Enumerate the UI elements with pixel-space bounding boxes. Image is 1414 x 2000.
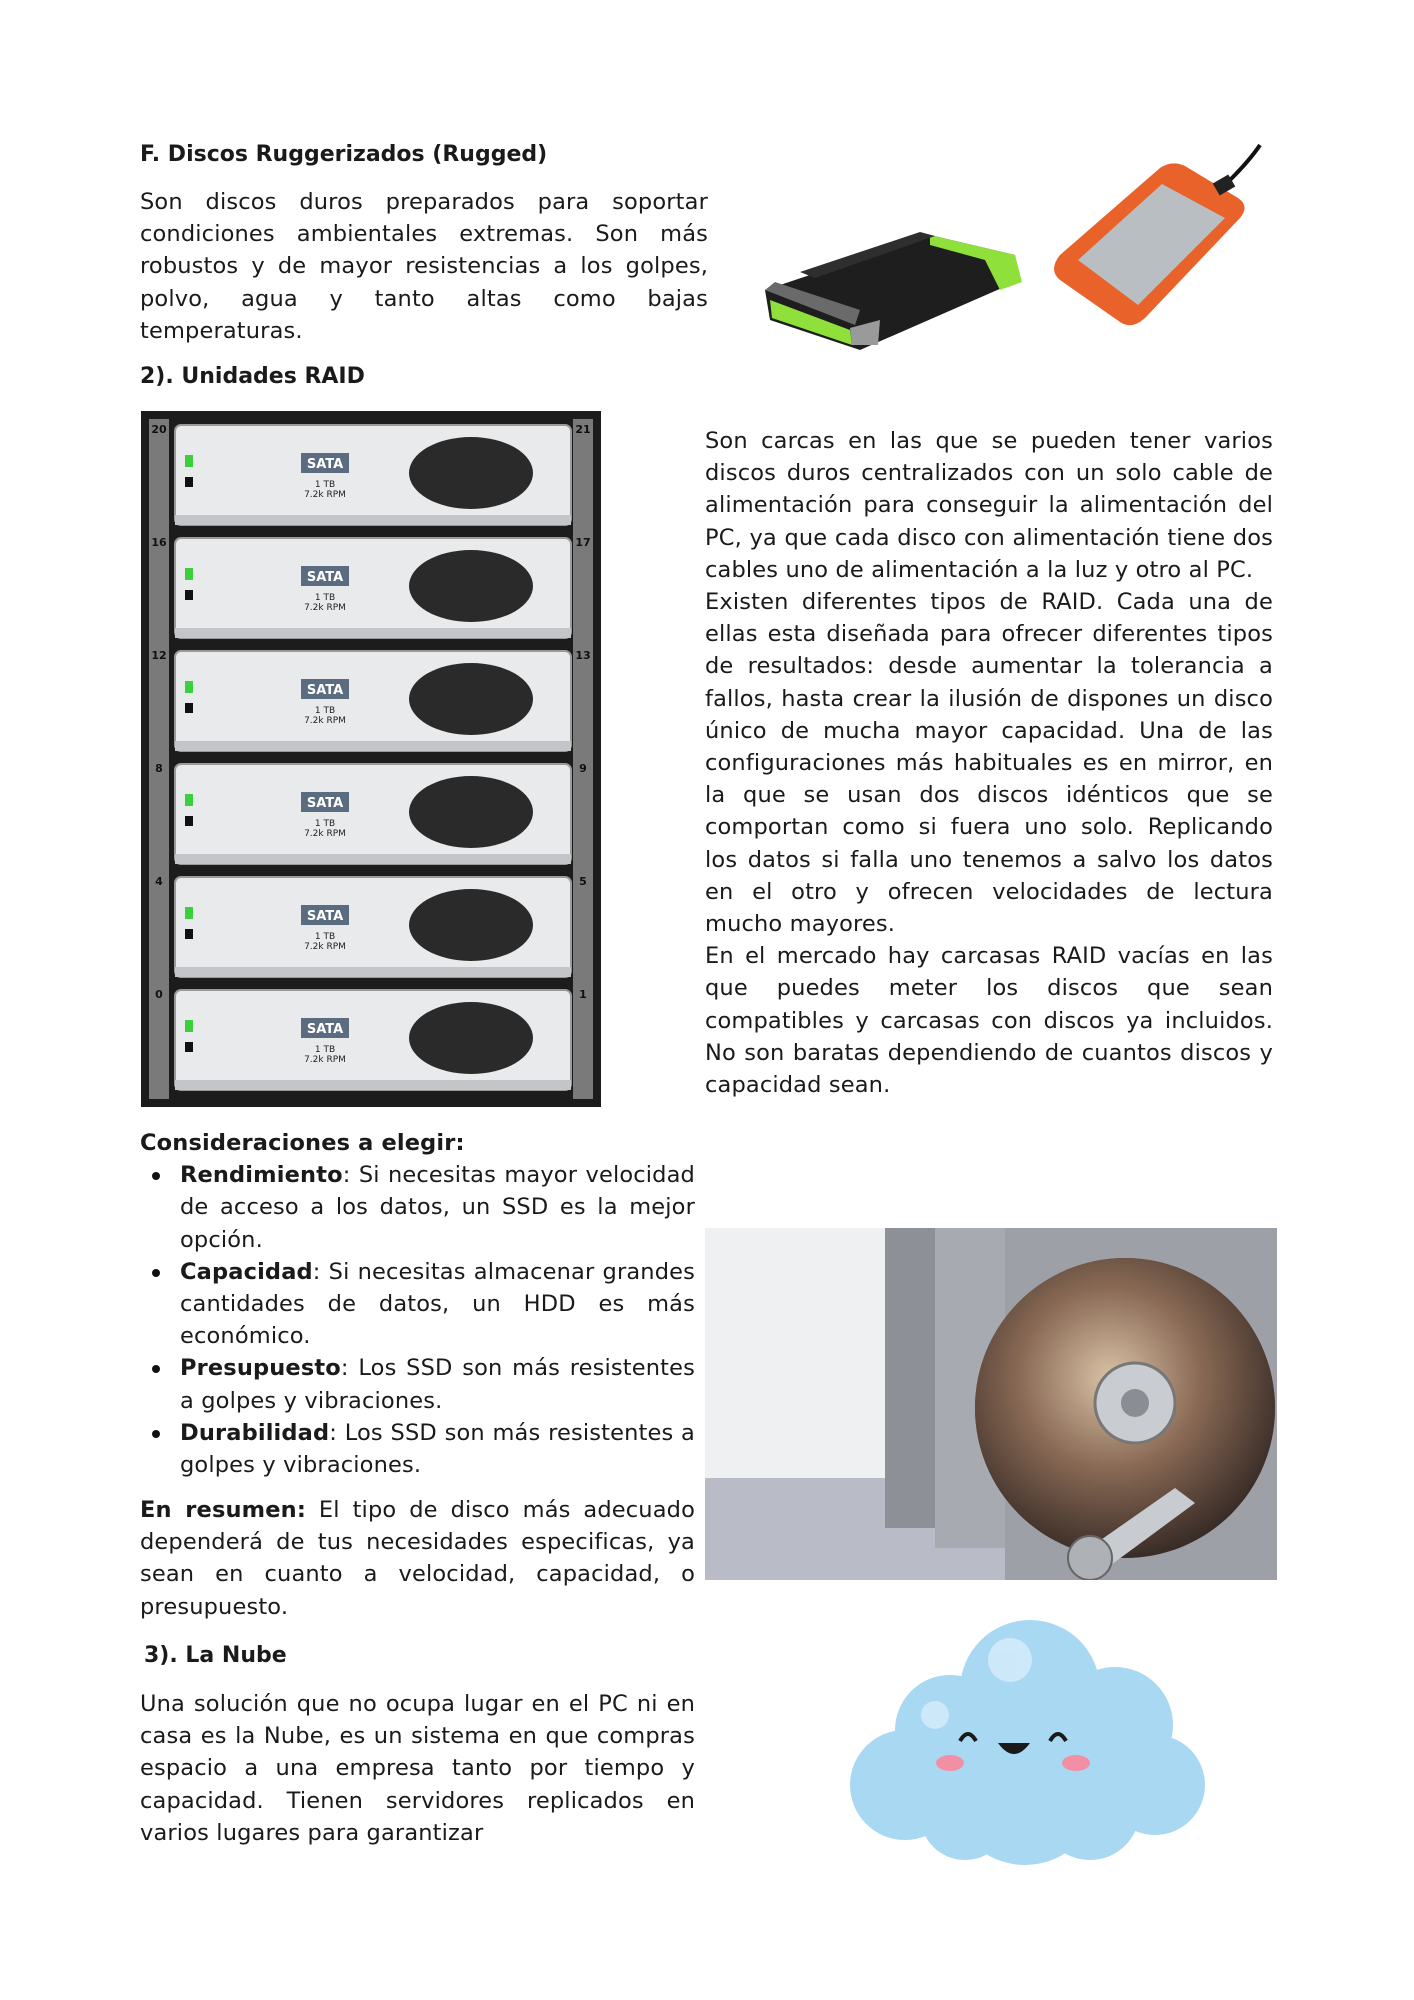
consideration-term: Rendimiento (180, 1162, 343, 1189)
drive-vent (409, 776, 533, 848)
drive-brand-label: SATA (306, 1022, 344, 1037)
raid-description (705, 425, 1273, 1101)
considerations-block (140, 1127, 695, 1481)
slot-number-left: 4 (155, 875, 163, 888)
summary-label: En resumen: (140, 1497, 306, 1523)
slot-number-right: 5 (579, 875, 587, 888)
considerations-list (140, 1159, 695, 1481)
consideration-term: Presupuesto (180, 1355, 341, 1382)
drive-rpm-label: 7.2k RPM (304, 490, 346, 500)
summary-text: El tipo de disco más adecuado dependerá de tus necesidades especificas, ya sean en cuanto a velocidad, capacidad, o presupuesto. (140, 1497, 696, 1620)
drive-capacity-label: 1 TB (314, 706, 336, 716)
section-title-rugged: F. Discos Ruggerizados (Rugged) (140, 142, 548, 167)
drive-capacity-label: 1 TB (314, 480, 336, 490)
raid-paragraph-1: Son carcas en las que se pueden tener varios discos duros centralizados con un solo cable de alimentación para conseguir la alimentación del PC, ya que cada disco con alimentación tiene dos cables uno de alimentación a la luz y otro al PC. (705, 428, 1273, 583)
slot-number-right: 21 (575, 423, 591, 436)
cloud-paragraph: Una solución que no ocupa lugar en el PC ni en casa es la Nube, es un sistema en que compras espacio a una empresa tanto por tiempo y capacidad. Tienen servidores replicados en varios lugares para garantizar (140, 1691, 695, 1846)
raid-bay-graphic (141, 411, 601, 1107)
drive-capacity-label: 1 TB (314, 593, 336, 603)
rugged-drives-image (760, 140, 1280, 360)
raid-drive-tray (175, 425, 571, 525)
drive-vent (409, 889, 533, 961)
consideration-item (140, 1256, 695, 1353)
drive-led (185, 907, 193, 919)
drive-rpm-label: 7.2k RPM (304, 716, 346, 726)
section-title-cloud: 3). La Nube (144, 1643, 287, 1668)
raid-drive-tray (175, 764, 571, 864)
rugged-paragraph: Son discos duros preparados para soportar condiciones ambientales extremas. Son más robustos y de mayor resistencias a los golpes, polvo, agua y tanto altas como bajas temperaturas. (140, 189, 708, 344)
drive-rpm-label: 7.2k RPM (304, 829, 346, 839)
summary-paragraph (140, 1494, 695, 1623)
raid-drive-tray (175, 538, 571, 638)
drive-capacity-label: 1 TB (314, 1045, 336, 1055)
considerations-title: Consideraciones a elegir: (140, 1130, 465, 1156)
drive-vent (409, 550, 533, 622)
drive-led (185, 455, 193, 467)
drive-vent (409, 663, 533, 735)
drive-vent (409, 437, 533, 509)
slot-number-left: 12 (151, 649, 167, 662)
slot-number-left: 16 (151, 536, 167, 549)
drive-brand-label: SATA (306, 457, 344, 472)
raid-paragraph-2: Existen diferentes tipos de RAID. Cada una de ellas esta diseñada para ofrecer diferentes tipos de resultados: desde aumentar la tolerancia a fallos, hasta crear la ilusión de dispones un disco único de mucha mayor capacidad. Una de las configuraciones más habituales es en mirror, en la que se usan dos discos idénticos que se comportan como si fuera uno solo. Replicando los datos si falla uno tenemos a salvo los datos en el otro y ofrecen velocidades de lectura mucho mayores. (705, 589, 1273, 938)
drive-brand-label: SATA (306, 796, 344, 811)
raid-drive-tray (175, 651, 571, 751)
drive-led (185, 568, 193, 580)
consideration-item (140, 1352, 695, 1416)
drive-led (185, 681, 193, 693)
consideration-text: : Si necesitas almacenar grandes cantidades de datos, un HDD es más económico. (180, 1258, 695, 1350)
slot-number-right: 17 (575, 536, 591, 549)
consideration-item (140, 1417, 695, 1481)
cloud-illustration (840, 1615, 1210, 1870)
drive-brand-label: SATA (306, 570, 344, 585)
consideration-term: Capacidad (180, 1258, 313, 1285)
slot-number-left: 20 (151, 423, 167, 436)
drive-brand-label: SATA (306, 683, 344, 698)
section-title-raid: 2). Unidades RAID (140, 364, 365, 389)
consideration-item (140, 1159, 695, 1256)
green-rugged-drive (765, 232, 1022, 350)
drive-capacity-label: 1 TB (314, 819, 336, 829)
drive-capacity-label: 1 TB (314, 932, 336, 942)
orange-rugged-drive (1054, 145, 1260, 325)
slot-number-right: 13 (575, 649, 591, 662)
consideration-text: : Si necesitas mayor velocidad de acceso a los datos, un SSD es la mejor opción. (180, 1162, 695, 1253)
drive-led (185, 1020, 193, 1032)
slot-number-left: 8 (155, 762, 163, 775)
raid-drive-tray (175, 990, 571, 1090)
raid-drive-tray (175, 877, 571, 977)
drive-vent (409, 1002, 533, 1074)
slot-number-left: 0 (155, 988, 163, 1001)
raid-paragraph-3: En el mercado hay carcasas RAID vacías en las que puedes meter los discos que sean compatibles y carcasas con discos ya incluidos. No son baratas dependiendo de cuantos discos y capacidad sean. (705, 943, 1273, 1099)
drive-led (185, 794, 193, 806)
drive-brand-label: SATA (306, 909, 344, 924)
drive-rpm-label: 7.2k RPM (304, 603, 346, 613)
consideration-term: Durabilidad (180, 1419, 330, 1446)
slot-number-right: 1 (579, 988, 587, 1001)
raid-enclosure-image (141, 411, 601, 1107)
hard-drive-photo (705, 1228, 1277, 1580)
drive-rpm-label: 7.2k RPM (304, 942, 346, 952)
slot-number-right: 9 (579, 762, 587, 775)
consideration-text: : Los SSD son más resistentes a golpes y vibraciones. (180, 1419, 695, 1479)
drive-rpm-label: 7.2k RPM (304, 1055, 346, 1065)
consideration-text: : Los SSD son más resistentes a golpes y vibraciones. (180, 1355, 695, 1414)
